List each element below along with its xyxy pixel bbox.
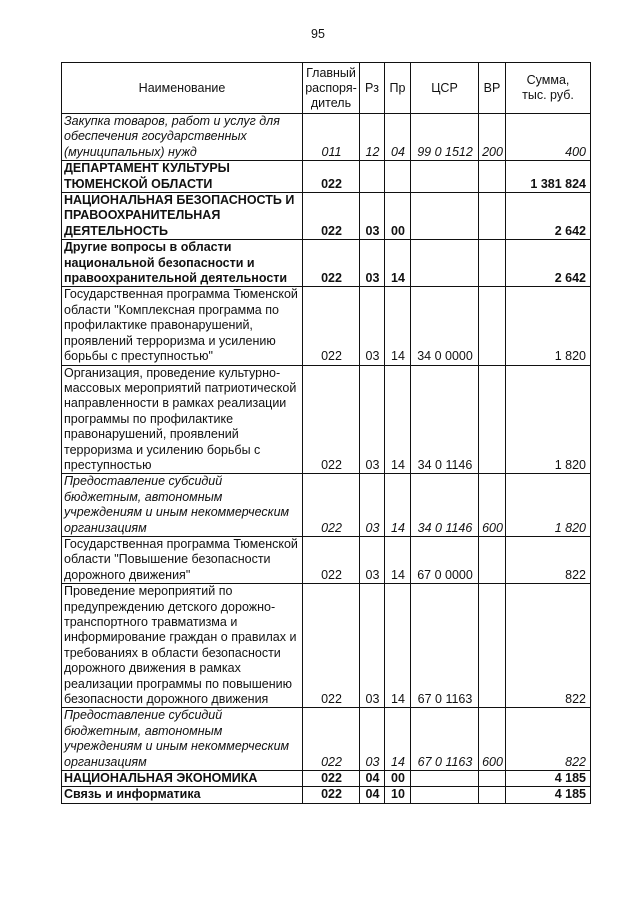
- table-row: [62, 771, 591, 787]
- cell-expense-type: [479, 240, 506, 287]
- cell-expense-type: 600: [479, 708, 506, 771]
- cell-name: Связь и информатика: [62, 787, 303, 803]
- cell-target-article: [411, 240, 479, 287]
- header-target-article: ЦСР: [411, 63, 479, 114]
- cell-expense-type: [479, 536, 506, 583]
- cell-expense-type: 600: [479, 474, 506, 537]
- header-admin-code: Главный распоря- дитель: [303, 63, 360, 114]
- cell-section: 03: [360, 365, 385, 474]
- cell-subsection: 10: [385, 787, 411, 803]
- cell-subsection: 14: [385, 584, 411, 708]
- cell-target-article: 34 0 0000: [411, 287, 479, 365]
- cell-target-article: 99 0 1512: [411, 114, 479, 161]
- cell-admin-code: 022: [303, 787, 360, 803]
- table-row: [62, 584, 591, 708]
- cell-amount: 4 185: [506, 787, 591, 803]
- table-row: [62, 365, 591, 474]
- header-name: Наименование: [62, 63, 303, 114]
- cell-expense-type: [479, 365, 506, 474]
- cell-name: НАЦИОНАЛЬНАЯ ЭКОНОМИКА: [62, 771, 303, 787]
- cell-amount: 1 820: [506, 287, 591, 365]
- cell-subsection: 04: [385, 114, 411, 161]
- table-row: [62, 708, 591, 771]
- header-expense-type: ВР: [479, 63, 506, 114]
- cell-amount: 2 642: [506, 193, 591, 240]
- cell-name: Государственная программа Тюменской области "Повышение безопасности дорожного движения": [62, 536, 303, 583]
- cell-section: 03: [360, 536, 385, 583]
- cell-name: НАЦИОНАЛЬНАЯ БЕЗОПАСНОСТЬ И ПРАВООХРАНИТЕЛЬНАЯ ДЕЯТЕЛЬНОСТЬ: [62, 193, 303, 240]
- cell-section: [360, 161, 385, 193]
- cell-subsection: 14: [385, 240, 411, 287]
- cell-amount: 1 820: [506, 365, 591, 474]
- cell-amount: 1 820: [506, 474, 591, 537]
- cell-admin-code: 022: [303, 240, 360, 287]
- table-row: [62, 114, 591, 161]
- header-subsection: Пр: [385, 63, 411, 114]
- budget-table: [61, 62, 591, 804]
- cell-name: Предоставление субсидий бюджетным, автономным учреждениям и иным некоммерческим организациям: [62, 474, 303, 537]
- cell-admin-code: 022: [303, 287, 360, 365]
- cell-expense-type: [479, 584, 506, 708]
- cell-target-article: [411, 771, 479, 787]
- table-row: [62, 161, 591, 193]
- cell-expense-type: 200: [479, 114, 506, 161]
- table-row: [62, 536, 591, 583]
- cell-target-article: [411, 193, 479, 240]
- cell-subsection: 14: [385, 708, 411, 771]
- cell-name: ДЕПАРТАМЕНТ КУЛЬТУРЫ ТЮМЕНСКОЙ ОБЛАСТИ: [62, 161, 303, 193]
- cell-expense-type: [479, 787, 506, 803]
- cell-subsection: 14: [385, 365, 411, 474]
- cell-expense-type: [479, 771, 506, 787]
- cell-subsection: 00: [385, 771, 411, 787]
- cell-section: 04: [360, 787, 385, 803]
- cell-subsection: 14: [385, 536, 411, 583]
- cell-admin-code: 022: [303, 193, 360, 240]
- cell-admin-code: 011: [303, 114, 360, 161]
- table-row: [62, 787, 591, 803]
- cell-amount: 822: [506, 708, 591, 771]
- cell-expense-type: [479, 161, 506, 193]
- cell-admin-code: 022: [303, 584, 360, 708]
- cell-target-article: [411, 161, 479, 193]
- cell-admin-code: 022: [303, 771, 360, 787]
- cell-name: Предоставление субсидий бюджетным, автономным учреждениям и иным некоммерческим организациям: [62, 708, 303, 771]
- cell-amount: 400: [506, 114, 591, 161]
- cell-name: Проведение мероприятий по предупреждению детского дорожно- транспортного травматизма и информирование граждан о правилах и требованиях в области безопасности дорожного движения в рамках реализации программы по повышению безопасности дорожного движения: [62, 584, 303, 708]
- cell-target-article: [411, 787, 479, 803]
- cell-amount: 4 185: [506, 771, 591, 787]
- cell-name: Закупка товаров, работ и услуг для обеспечения государственных (муниципальных) нужд: [62, 114, 303, 161]
- cell-target-article: 34 0 1146: [411, 365, 479, 474]
- cell-section: 03: [360, 193, 385, 240]
- cell-admin-code: 022: [303, 474, 360, 537]
- cell-name: Организация, проведение культурно- массовых мероприятий патриотической направленности в рамках реализации программы по профилактике правонарушений, проявлений терроризма и усилению борьбы с преступностью: [62, 365, 303, 474]
- cell-target-article: 67 0 1163: [411, 708, 479, 771]
- cell-section: 04: [360, 771, 385, 787]
- cell-admin-code: 022: [303, 161, 360, 193]
- cell-section: 03: [360, 240, 385, 287]
- cell-subsection: 14: [385, 474, 411, 537]
- cell-expense-type: [479, 287, 506, 365]
- cell-section: 12: [360, 114, 385, 161]
- cell-section: 03: [360, 287, 385, 365]
- cell-target-article: 67 0 0000: [411, 536, 479, 583]
- cell-subsection: [385, 161, 411, 193]
- cell-expense-type: [479, 193, 506, 240]
- cell-name: Государственная программа Тюменской области "Комплексная программа по профилактике правонарушений, проявлений терроризма и усилению борьбы с преступностью": [62, 287, 303, 365]
- page-number: 95: [311, 27, 325, 41]
- table-header-row: [62, 63, 591, 114]
- table-row: [62, 193, 591, 240]
- cell-amount: 2 642: [506, 240, 591, 287]
- cell-section: 03: [360, 474, 385, 537]
- table-row: [62, 240, 591, 287]
- cell-subsection: 14: [385, 287, 411, 365]
- cell-admin-code: 022: [303, 708, 360, 771]
- cell-target-article: 67 0 1163: [411, 584, 479, 708]
- cell-admin-code: 022: [303, 536, 360, 583]
- table-row: [62, 474, 591, 537]
- header-section: Рз: [360, 63, 385, 114]
- cell-amount: 822: [506, 536, 591, 583]
- cell-amount: 822: [506, 584, 591, 708]
- cell-section: 03: [360, 708, 385, 771]
- cell-name: Другие вопросы в области национальной безопасности и правоохранительной деятельности: [62, 240, 303, 287]
- cell-amount: 1 381 824: [506, 161, 591, 193]
- cell-admin-code: 022: [303, 365, 360, 474]
- table-row: [62, 287, 591, 365]
- cell-section: 03: [360, 584, 385, 708]
- cell-subsection: 00: [385, 193, 411, 240]
- cell-target-article: 34 0 1146: [411, 474, 479, 537]
- header-amount: Сумма, тыс. руб.: [506, 63, 591, 114]
